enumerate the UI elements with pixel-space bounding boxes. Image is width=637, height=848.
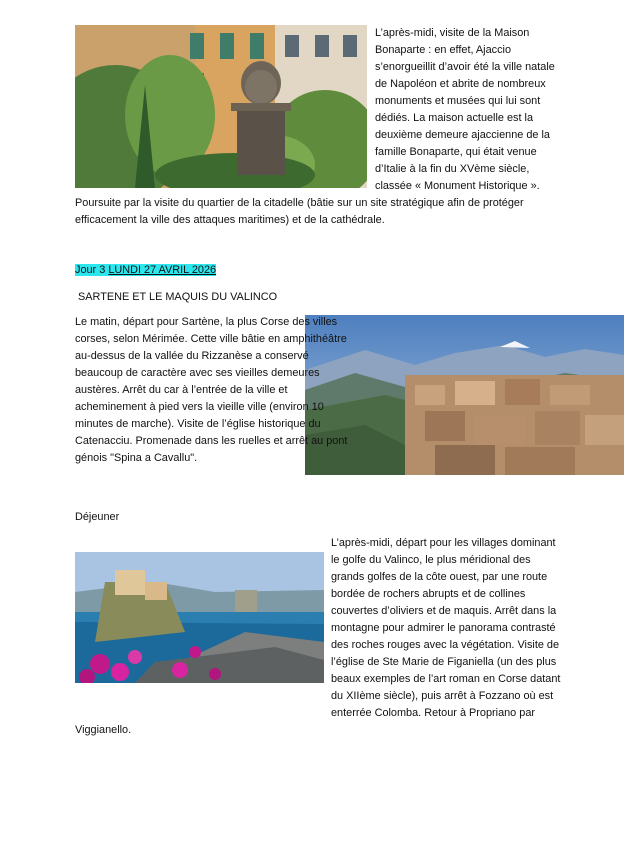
paragraph-text: L’après-midi, départ pour les villages dominant le golfe du Valinco, le plus méridional des grands golfes de la côte ouest, par une route bordée de rochers abrupts et de collines couvertes d’oliviers et de maquis. Arrêt dans la montagne pour admirer le panorama contrasté des roches rouges avec la végétation. Visite de l’église de Ste Marie de Figaniella (un des plus beaux exemples de l’art roman en Corse datant du XIIème siècle), puis arrêt à Fozzano où est enterrée Colomba. Retour à Propriano par Viggianello. bbox=[75, 537, 561, 736]
morning-paragraph bbox=[75, 314, 420, 475]
image-float-spacer bbox=[75, 552, 331, 706]
day-label: Jour 3 bbox=[75, 264, 106, 276]
maison-bonaparte-paragraph bbox=[75, 25, 562, 229]
day-3-heading bbox=[75, 262, 216, 279]
lunch-line: Déjeuner bbox=[75, 511, 120, 523]
afternoon-paragraph bbox=[75, 535, 565, 739]
paragraph-text: Le matin, départ pour Sartène, la plus Corse des villes corses, selon Mérimée. Cette ville bâtie en amphithéâtre au-dessus de la vallée du Rizzanèse a conservé beaucoup de caractère avec ses vieilles demeures austères. Arrêt du car à l’entrée de la ville et acheminement à pied vers la vieille ville (environ 10 minutes de marche). Visite de l’église historique du Catenacciu. Promenade dans les ruelles et arrêt au pont génois "Spina a Cavallu". bbox=[75, 316, 348, 464]
day-title: SARTENE ET LE MAQUIS DU VALINCO bbox=[78, 291, 278, 303]
paragraph-text: L’après-midi, visite de la Maison Bonaparte : en effet, Ajaccio s’enorgueillit d’avoir été la ville natale de Napoléon et abrite de nombreux monuments et musées qui lui sont dédiés. La maison actuelle est la deuxième demeure ajaccienne de la famille Bonaparte, qui était venue d’Italie à la fin du XVème siècle, classée « Monument Historique ». Poursuite par la visite du quartier de la citadelle (bâtie sur un site stratégique afin de protéger efficacement la ville des attaques maritimes) et de la cathédrale. bbox=[75, 27, 555, 226]
image-float-spacer bbox=[350, 314, 420, 475]
image-float-spacer bbox=[75, 25, 375, 188]
day-date: LUNDI 27 AVRIL 2026 bbox=[108, 264, 217, 276]
